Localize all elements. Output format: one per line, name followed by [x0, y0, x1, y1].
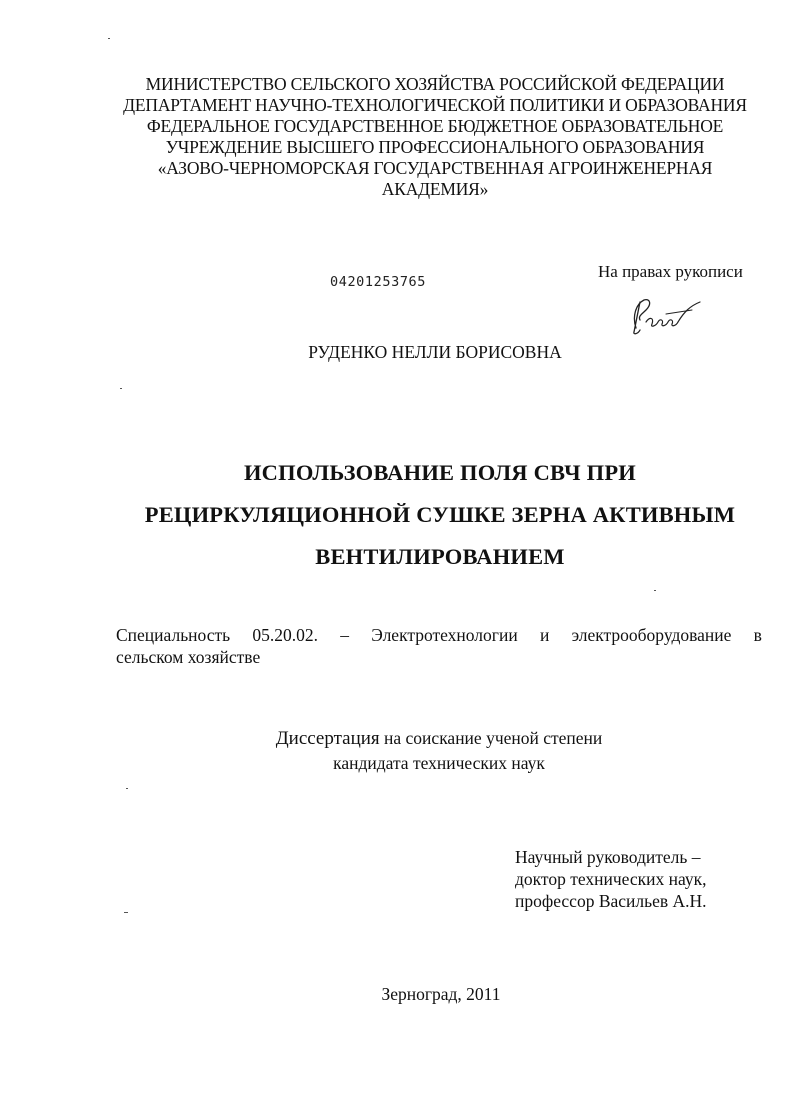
- header-line: МИНИСТЕРСТВО СЕЛЬСКОГО ХОЗЯЙСТВА РОССИЙСКОЙ ФЕДЕРАЦИИ: [145, 74, 725, 94]
- header-line: ФЕДЕРАЛЬНОЕ ГОСУДАРСТВЕННОЕ БЮДЖЕТНОЕ ОБРАЗОВАТЕЛЬНОЕ: [146, 116, 724, 136]
- rights-note: На правах рукописи: [598, 262, 743, 281]
- supervisor-block: [515, 846, 707, 912]
- author-name: РУДЕНКО НЕЛЛИ БОРИСОВНА: [308, 342, 562, 362]
- header-line: «АЗОВО-ЧЕРНОМОРСКАЯ ГОСУДАРСТВЕННАЯ АГРОИНЖЕНЕРНАЯ: [157, 158, 713, 178]
- specialty-dash: –: [340, 625, 349, 645]
- title-line: ИСПОЛЬЗОВАНИЕ ПОЛЯ СВЧ ПРИ: [243, 460, 636, 485]
- dissertation-degree: [0, 726, 798, 775]
- specialty-line: [116, 624, 762, 646]
- scan-speck: [108, 38, 110, 39]
- header-line: ДЕПАРТАМЕНТ НАУЧНО-ТЕХНОЛОГИЧЕСКОЙ ПОЛИТИКИ И ОБРАЗОВАНИЯ: [123, 95, 747, 115]
- city-year: Зерноград, 2011: [381, 984, 501, 1004]
- dissertation-title: [50, 452, 798, 578]
- header-line: АКАДЕМИЯ»: [381, 179, 489, 199]
- specialty-code: 05.20.02.: [252, 625, 318, 645]
- degree-line: [0, 726, 798, 751]
- dissertation-word: Диссертация: [275, 728, 380, 749]
- scan-speck: [126, 788, 128, 789]
- specialty-word: и: [539, 625, 550, 645]
- specialty-word: в: [753, 625, 762, 645]
- degree-line: кандидата технических наук: [333, 753, 545, 773]
- specialty-word: электрооборудование: [571, 625, 732, 645]
- scan-speck: [654, 590, 656, 591]
- signature-icon: [626, 294, 706, 338]
- degree-text: на соискание ученой степени: [379, 728, 603, 748]
- supervisor-line: профессор Васильев А.Н.: [515, 891, 707, 911]
- supervisor-line: доктор технических наук,: [515, 869, 707, 889]
- header-line: УЧРЕЖДЕНИЕ ВЫСШЕГО ПРОФЕССИОНАЛЬНОГО ОБРАЗОВАНИЯ: [165, 137, 705, 157]
- scan-speck: [124, 912, 128, 913]
- specialty-word: Специальность: [116, 625, 231, 645]
- supervisor-line: Научный руководитель –: [515, 847, 701, 867]
- scan-speck: [120, 388, 122, 389]
- specialty-line: сельском хозяйстве: [116, 647, 261, 667]
- specialty-word: Электротехнологии: [371, 625, 518, 645]
- catalog-code: 04201253765: [330, 274, 427, 290]
- title-line: РЕЦИРКУЛЯЦИОННОЙ СУШКЕ ЗЕРНА АКТИВНЫМ: [144, 502, 736, 527]
- title-line: ВЕНТИЛИРОВАНИЕМ: [315, 544, 565, 569]
- specialty-block: [116, 624, 762, 668]
- organization-header: [60, 74, 798, 200]
